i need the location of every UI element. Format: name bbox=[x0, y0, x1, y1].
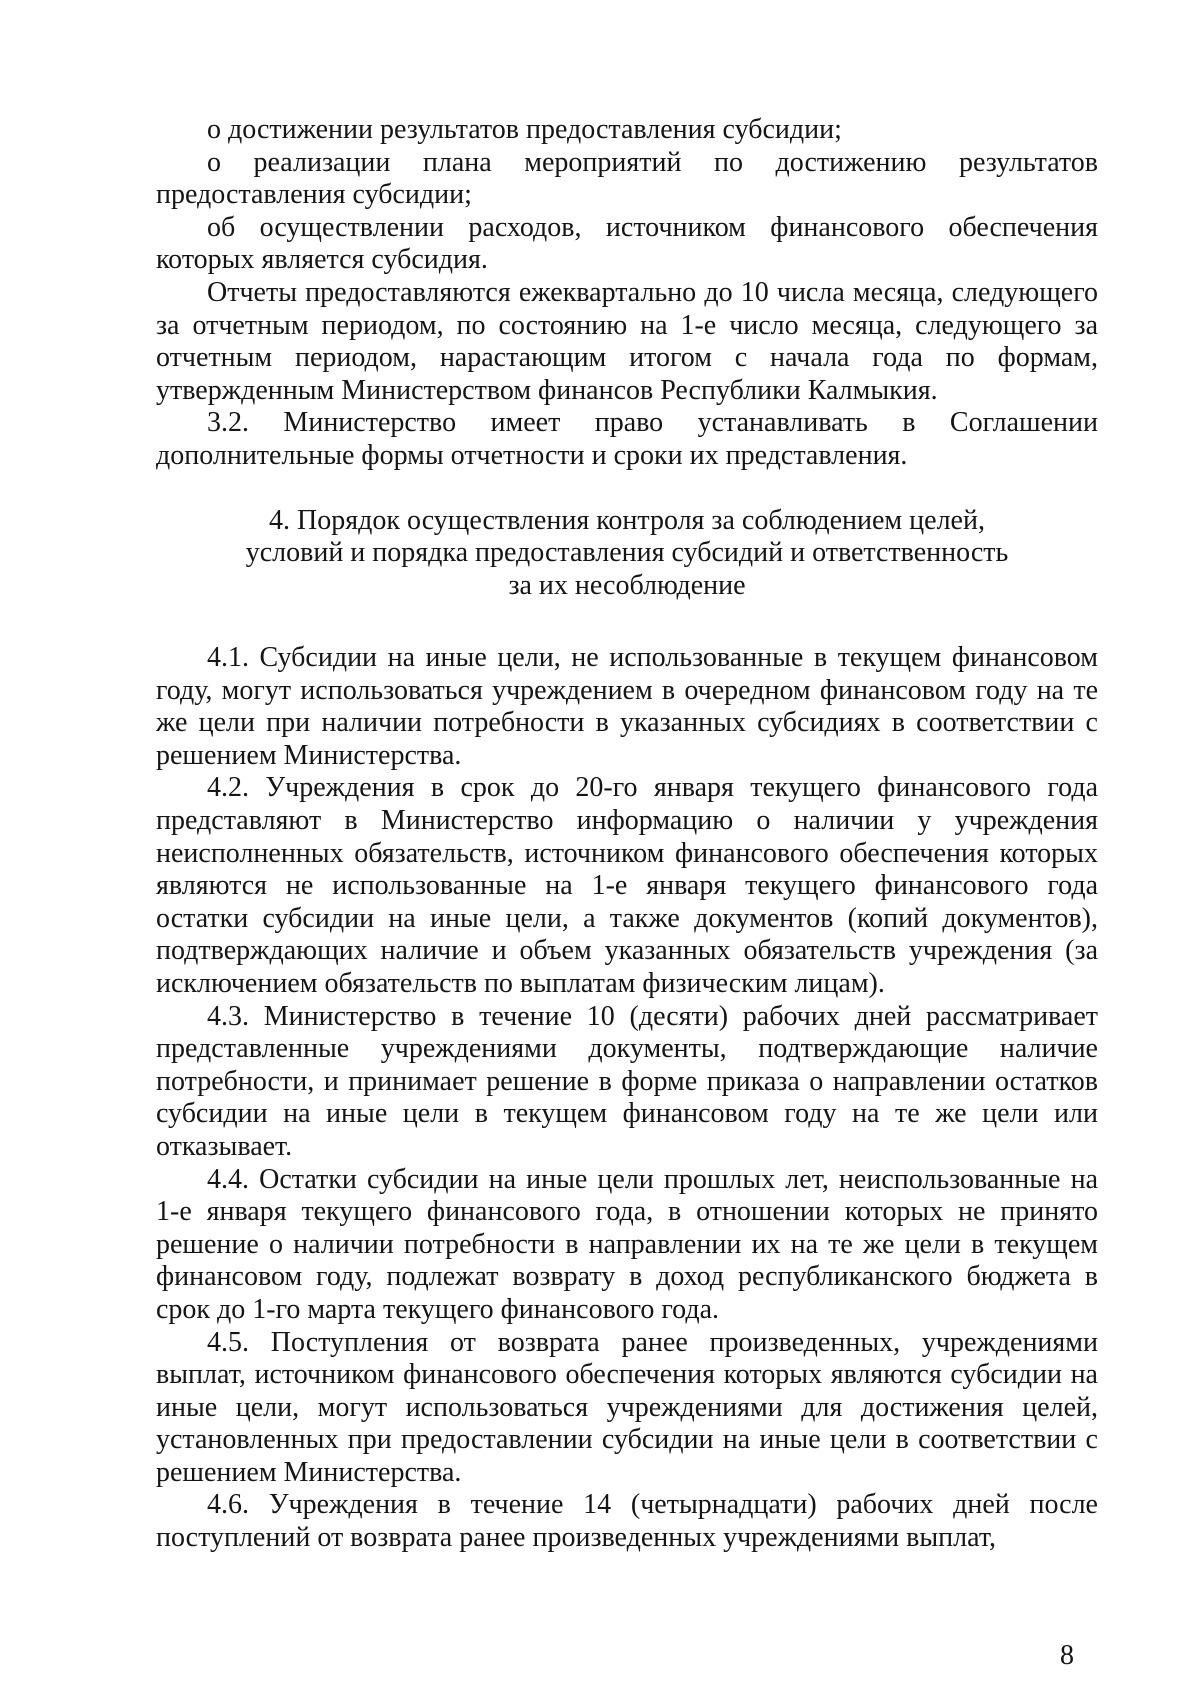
paragraph-report-expenses: об осуществлении расходов, источником финансового обеспечения которых является субсидия. bbox=[156, 211, 1098, 276]
paragraph-reports-deadline: Отчеты предоставляются ежеквартально до 10 числа месяца, следующего за отчетным периодом, по состоянию на 1-е число месяца, следующего за отчетным периодом, нарастающим итогом с начала года по формам, утвержденным Министерством финансов Республики Калмыкия. bbox=[156, 276, 1098, 406]
paragraph-report-plan: о реализации плана мероприятий по достижению результатов предоставления субсидии; bbox=[156, 146, 1098, 211]
section-heading-line: 4. Порядок осуществления контроля за соблюдением целей, bbox=[269, 504, 985, 536]
paragraph-4-3: 4.3. Министерство в течение 10 (десяти) рабочих дней рассматривает представленные учреждениями документы, подтверждающие наличие потребности, и принимает решение в форме приказа о направлении остатков субсидии на иные цели в текущем финансовом году на те же цели или отказывает. bbox=[156, 1000, 1098, 1162]
page-number: 8 bbox=[1060, 1640, 1074, 1671]
paragraph-4-1: 4.1. Субсидии на иные цели, не использованные в текущем финансовом году, могут использоваться учреждением в очередном финансовом году на те же цели при наличии потребности в указанных субсидиях в соответствии с решением Министерства. bbox=[156, 642, 1098, 771]
paragraph-4-4: 4.4. Остатки субсидии на иные цели прошлых лет, неиспользованные на 1-е января текущего финансового года, в отношении которых не принято решение о наличии потребности в направлении их на те же цели в текущем финансовом году, подлежат возврату в доход республиканского бюджета в срок до 1-го марта текущего финансового года. bbox=[156, 1163, 1098, 1325]
paragraph-4-2: 4.2. Учреждения в срок до 20-го января текущего финансового года представляют в Министерство информацию о наличии у учреждения неисполненных обязательств, источником финансового обеспечения которых являются не использованные на 1-е января текущего финансового года остатки субсидии на иные цели, а также документов (копий документов), подтверждающих наличие и объем указанных обязательств учреждения (за исключением обязательств по выплатам физическим лицам). bbox=[156, 772, 1098, 999]
paragraph-4-6: 4.6. Учреждения в течение 14 (четырнадцати) рабочих дней после поступлений от возврата ранее произведенных учреждениями выплат, bbox=[156, 1489, 1098, 1554]
section-heading-line: за их несоблюдение bbox=[508, 569, 746, 601]
page-body bbox=[156, 114, 1098, 1555]
paragraph-report-results: о достижении результатов предоставления субсидии; bbox=[207, 114, 842, 145]
section-heading-line: условий и порядка предоставления субсидий и ответственность bbox=[245, 537, 1009, 569]
section-heading bbox=[156, 505, 1098, 603]
paragraph-3-2: 3.2. Министерство имеет право устанавливать в Соглашении дополнительные формы отчетности и сроки их представления. bbox=[156, 407, 1098, 471]
paragraph-4-5: 4.5. Поступления от возврата ранее произведенных, учреждениями выплат, источником финансового обеспечения которых являются субсидии на иные цели, могут использоваться учреждениями для достижения целей, установленных при предоставлении субсидии на иные цели в соответствии с решением Министерства. bbox=[156, 1326, 1098, 1488]
